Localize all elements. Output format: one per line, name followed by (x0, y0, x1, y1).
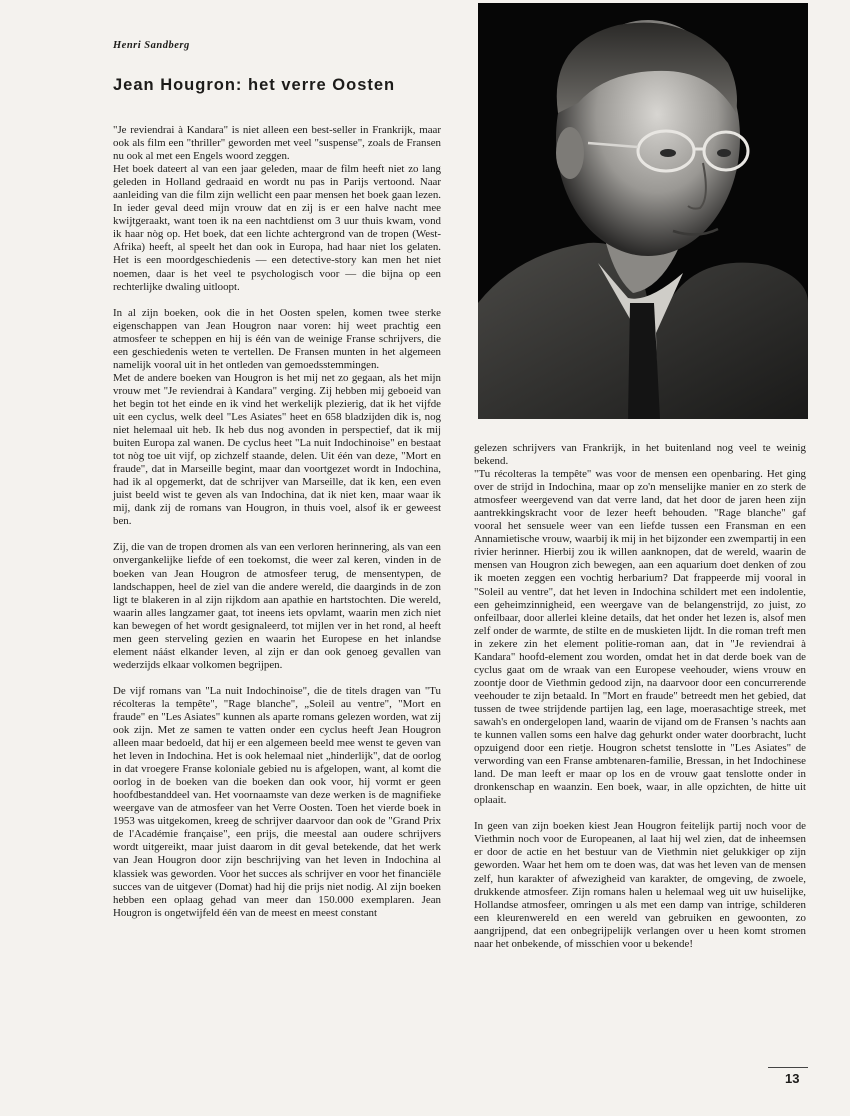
text-column-right (474, 442, 806, 964)
paragraph: "Je reviendrai à Kandara" is niet alleen een best-seller in Frankrijk, maar ook als film een "thriller" geworden met veel "suspense", zoals de Fransen nu ook al met een Engels woord zeggen. Het boek dateert al van een jaar geleden, maar de film heeft niet zo lang geleden in Holland gedraaid en wordt nu pas in Parijs vertoond. Naar aanleiding van die film zijn wellicht een paar mensen het boek gaan lezen. In ieder geval deed mijn vrouw dat en zij is er een halve nacht mee kwijtgeraakt, want toen ik na een nachtdienst om 3 uur thuis kwam, vond ik haar nòg op. Het boek, dat een lichte achtergrond van de tropen (West-Afrika) heeft, al speelt het dan ook in Europa, had haar niet los gelaten. Het is een moordgeschiedenis — een detective-story kan men het niet noemen, daar is het veel te psychologisch voor — die bijna op een rechterlijke dwaling uitloopt. (113, 124, 441, 293)
text-column-left (113, 124, 441, 933)
footer-rule (768, 1067, 808, 1068)
paragraph: In al zijn boeken, ook die in het Oosten spelen, komen twee sterke eigenschappen van Jean Hougron naar voren: hij weet prachtig een atmosfeer te scheppen en hij is één van de weinige Franse schrijvers, die een geschiedenis weten te vertellen. De Fransen munten in het algemeen namelijk vooral uit in het ontleden van gemoedsstemmingen. Met de andere boeken van Hougron is het mij net zo gegaan, als het mijn vrouw met "Je reviendrai à Kandara" verging. Zij hebben mij geboeid van het begin tot het einde en ik vind het werkelijk plezierig, dat ik het vijfde uit een cyclus, welk deel "Les Asiates" heet en 658 bladzijden dik is, nog niet helemaal uit heb. Ik heb dus nog avonden in perspectief, dat ik mij buiten Europa zal wanen. De cyclus heet "La nuit Indochinoise" en bestaat tot nòg toe uit vijf, op zichzelf staande, delen. Uit één van deze, "Mort en fraude", dat in Marseille begint, maar dan voortgezet wordt in Indochina, had ik al opgemerkt, dat de schrijver van Marseille, dat ik ken, een even juist beeld wist te geven als van Indochina, dat ik niet ken, maar waar ik mij, dank zij de romans van Hougron, in thuis voel, alsof ik er geweest ben. (113, 306, 441, 528)
paragraph: Zij, die van de tropen dromen als van een verloren herinnering, als van een onvergankelijke liefde of een toekomst, die weer zal keren, vinden in de boeken van Jean Hougron de atmosfeer terug, de mensentypen, de landschappen, heel de ziel van die andere wereld, die daarginds in de zon ligt te blakeren in al zijn rijkdom aan apathie en hartstochten. Die wereld, waarin alles langzamer gaat, tot ineens iets opvlamt, waarin men zich niet kan bewegen of het wordt gesignaleerd, tot mijlen ver in het rond, al heeft men geen sterveling gezien en waarin het Europese en het inlandse element náást elkander leven, al zijn er dan ook genoeg gevallen van wederzijds elkaar volkomen begrijpen. (113, 541, 441, 671)
author-byline: Henri Sandberg (113, 40, 190, 51)
article-title: Jean Hougron: het verre Oosten (113, 76, 396, 94)
paragraph: De vijf romans van "La nuit Indochinoise", die de titels dragen van "Tu récolteras la tempête", "Rage blanche", „Soleil au ventre", "Mort en fraude" en "Les Asiates" kunnen als aparte romans gelezen worden, wat zij ook zijn. Met ze samen te vatten onder een cyclus heeft Jean Hougron alleen maar bedoeld, dat hij er een algemeen beeld mee wenst te geven van het leven in Indochina. Het is ook helemaal niet „hinderlijk", dat de oorlog in dat vroegere Franse koloniale gebied nu is afgelopen, want, al komt die oorlog in de boeken van die boeken dan ook voor, hij vormt er geen hoofdbestanddeel van. Het voornaamste van deze werken is de magnifieke weergave van de atmosfeer van het Verre Oosten. Toen het vierde boek in 1953 was uitgekomen, kreeg de schrijver daarvoor dan ook de "Grand Prix de l'Académie française", een prijs, die meestal aan oudere schrijvers wordt uitgereikt, maar juist daarom in dit geval betekende, dat het werk van Jean Hougron door zijn beschrijving van het leven in Indochina al klassiek was geworden. Voor het succes als schrijver en voor het financiële succes van de uitgever (Domat) had hij die prijs niet nodig. Al zijn boeken hebben een oplaag gehad van meer dan 150.000 exemplaren. Jean Hougron is ongetwijfeld één van de meest en meest constant (113, 684, 441, 919)
author-portrait-photo (478, 3, 808, 419)
paragraph: gelezen schrijvers van Frankrijk, in het buitenland nog veel te weinig bekend. "Tu récolteras la tempête" was voor de mensen een openbaring. Het ging over de strijd in Indochina, maar op zo'n menselijke manier en zo sterk de atmosfeer weergevend van dat verre land, dat het door de jaren heen zijn aantrekkingskracht voor de lezer heeft behouden. "Rage blanche" gaf vooral het sensuele weer van een liefde tussen een Fransman en een Annamietische vrouw, waarbij ik mij in het bijzonder een zwempartij in een rivier herinner. Hierbij zou ik willen aanknopen, dat de wereld, waarin de mensen van Hougron zich bewegen, aan een aquarium doet denken of zou ik moeten zeggen een vochtig herbarium? Dat frappeerde mij vooral in "Soleil au ventre", dat het leven in Indochina schildert met een indolentie, een geheimzinnigheid, een weergave van de belangenstrijd, zo juist, zo onfeilbaar, door allerlei kleine details, dat het onder het lezen is, alsof men zelf onder de warmte, de stilte en de muskieten lijdt. In die roman treft men in zekere zin het element politie-roman aan, dat in "Je reviendrai à Kandara" hoofd-element zou worden, omdat het in dat derde boek van de cyclus gaat om de wraak van een Europese veehouder, wiens vrouw en zoontje door de Viethmin gedood zijn, na daarvoor door een concurrerende veehouder te zijn betaald. In "Mort en fraude" betreedt men het gebied, dat tussen de twee strijdende partijen lag, een lage, moerasachtige streek, met sawah's en ondergelopen land, waarin de vijand om de Fransen 's nachts aan te kunnen vallen soms een halve dag gehurkt onder water doorbracht, lucht opzuigend door een rietje. Hougron schetst tenslotte in "Les Asiates" de verwording van een Franse ambtenaren-familie, Bressan, in het Indochinese land. De man leeft er maar op los en de vrouw gaat tenslotte onder in dronkenschap en waanzin. Een boek, waar, in alle opzichten, de hitte uit oplaait. (474, 442, 806, 807)
paragraph: In geen van zijn boeken kiest Jean Hougron feitelijk partij noch voor de Viethmin noch voor de Europeanen, al laat hij wel zien, dat de inheemsen er door de actie en het bestuur van de Viethmin niet gelukkiger op zijn geworden. Waar het hem om te doen was, dat was het leven van de mensen zelf, hun karakter of afwezigheid van karakter, de omgeving, de zwoele, drukkende atmosfeer. Zijn romans halen u helemaal weg uit uw huiselijke, Hollandse atmosfeer, omringen u als met een damp van intrige, schilderen een kleurenwereld en een wereld van gebruiken en gewoonten, zo aangrijpend, dat een onbegrijpelijk verlangen over u heen komt stromen naar het onbekende, of misschien voor u bekende! (474, 820, 806, 950)
page-number: 13 (785, 1071, 800, 1086)
